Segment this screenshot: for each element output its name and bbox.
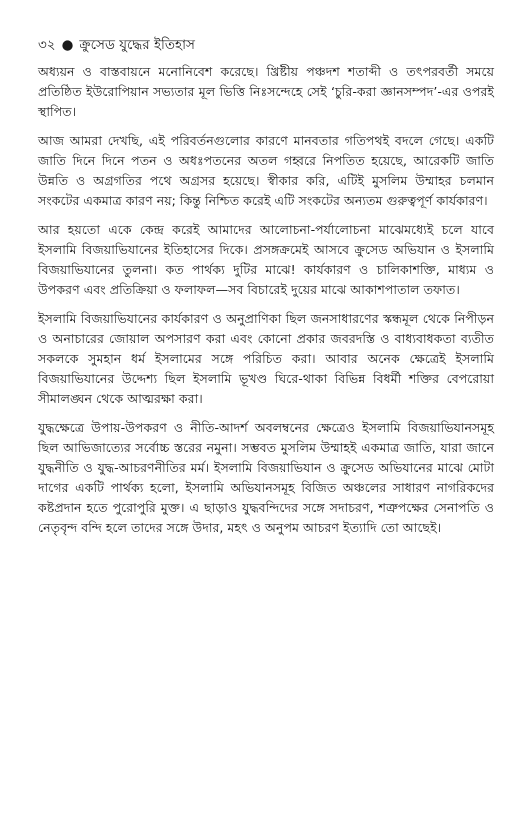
running-header [38, 36, 488, 54]
body-text [38, 62, 494, 547]
book-title: ক্রুসেড যুদ্ধের ইতিহাস [79, 37, 195, 53]
paragraph-4: ইসলামি বিজয়াভিযানের কার্যকারণ ও অনুপ্রাণিকা ছিল জনসাধারণের স্কন্ধমূল থেকে নিপীড়ন ও অনাচারের জোয়াল অপসারণ করা এবং কোনো প্রকার জবরদস্তি ও বাধ্যবাধকতা ব্যতীত সকলকে সুমহান ধর্ম ইসলামের সঙ্গে পরিচিত করা। আবার অনেক ক্ষেত্রেই ইসলামি বিজয়াভিযানের উদ্দেশ্য ছিল ইসলামি ভূখণ্ড ঘিরে-থাকা বিভিন্ন বিধর্মী শক্তির বেপরোয়া সীমালঙ্ঘন থেকে আত্মরক্ষা করা। [38, 311, 494, 406]
bullet-separator-icon: ● [61, 37, 74, 53]
paragraph-1: অধ্যয়ন ও বাস্তবায়নে মনোনিবেশ করেছে। খ্রিষ্টীয় পঞ্চদশ শতাব্দী ও তৎপরবর্তী সময়ে প্রতিষ্ঠিত ইউরোপিয়ান সভ্যতার মূল ভিত্তি নিঃসন্দেহে সেই ‘চুরি-করা জ্ঞানসম্পদ’-এর ওপরই স্থাপিত। [38, 64, 494, 119]
page-number: ৩২ [38, 37, 56, 53]
paragraph-5: যুদ্ধক্ষেত্রে উপায়-উপকরণ ও নীতি-আদর্শ অবলম্বনের ক্ষেত্রেও ইসলামি বিজয়াভিযানসমূহ ছিল আভিজাত্যের সর্বোচ্চ স্তরের নমুনা। সম্ভবত মুসলিম উম্মাহই একমাত্র জাতি, যারা জানে যুদ্ধনীতি ও যুদ্ধ-আচরণনীতির মর্ম। ইসলামি বিজয়াভিযান ও ক্রুসেড অভিযানের মাঝে মোটা দাগের একটি পার্থক্য হলো, ইসলামি অভিযানসমূহ বিজিত অঞ্চলের সাধারণ নাগরিকদের কষ্টপ্রদান হতে পুরোপুরি মুক্ত। এ ছাড়াও যুদ্ধবন্দিদের সঙ্গে সদাচরণ, শত্রুপক্ষের সেনাপতি ও নেতৃবৃন্দ বন্দি হলে তাদের সঙ্গে উদার, মহৎ ও অনুপম আচরণ ইত্যাদি তো আছেই। [38, 420, 494, 535]
paragraph-2: আজ আমরা দেখছি, এই পরিবর্তনগুলোর কারণে মানবতার গতিপথই বদলে গেছে। একটি জাতি দিনে দিনে পতন ও অধঃপতনের অতল গহ্বরে নিপতিত হয়েছে, আরেকটি জাতি উন্নতি ও অগ্রগতির পথে অগ্রসর হয়েছে। স্বীকার করি, এটিই মুসলিম উম্মাহর চলমান সংকটের একমাত্র কারণ নয়; কিন্তু নিশ্চিত করেই এটি সংকটের অন্যতম গুরুত্বপূর্ণ কার্যকারণ। [38, 133, 494, 208]
paragraph-3: আর হয়তো একে কেন্দ্র করেই আমাদের আলোচনা-পর্যালোচনা মাঝেমধ্যেই চলে যাবে ইসলামি বিজয়াভিযানের ইতিহাসের দিকে। প্রসঙ্গক্রমেই আসবে ক্রুসেড অভিযান ও ইসলামি বিজয়াভিযানের তুলনা। কত পার্থক্য দুটির মাঝে! কার্যকারণ ও চালিকাশক্তি, মাধ্যম ও উপকরণ এবং প্রতিক্রিয়া ও ফলাফল—সব বিচারেই দুয়ের মাঝে আকাশপাতাল তফাত। [38, 222, 494, 297]
